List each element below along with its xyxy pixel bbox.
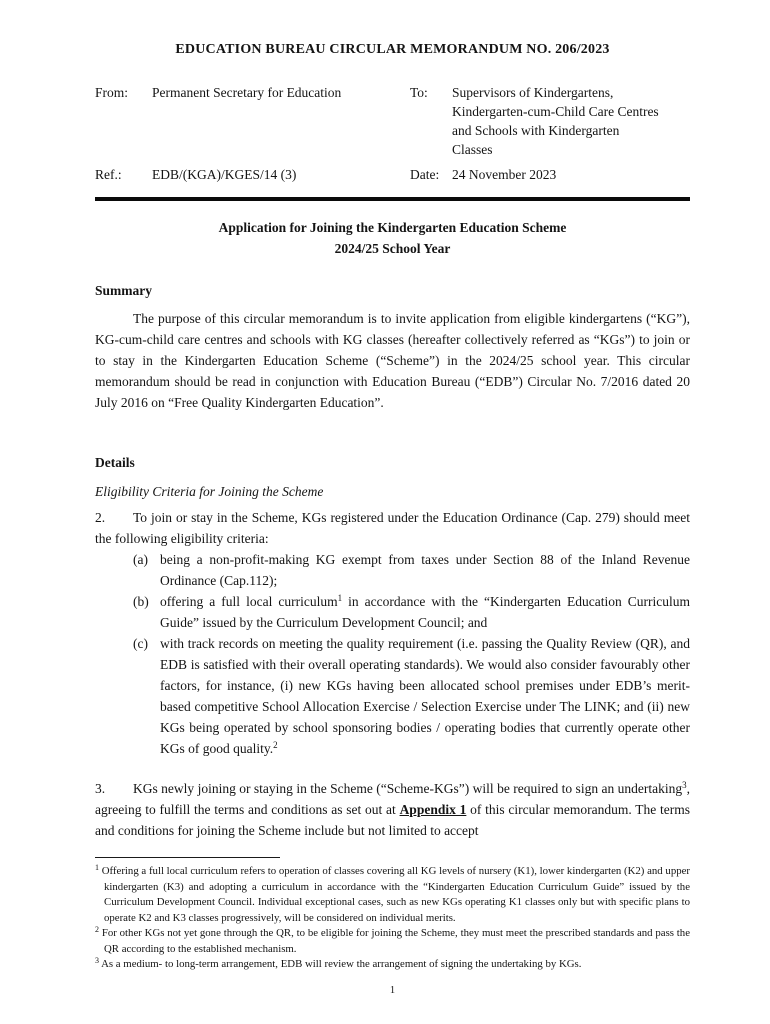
clause-a-text: being a non-profit-making KG exempt from taxes under Section 88 of the Inland Revenue Ordinance (Cap.112);	[160, 552, 690, 588]
date-label: Date:	[410, 167, 440, 182]
to-value-line: Supervisors of Kindergartens,	[452, 85, 614, 100]
footnote-3	[95, 957, 690, 973]
subject-title	[95, 217, 690, 259]
to-label: To:	[410, 85, 428, 100]
clause-b-text-cont: in accordance with the “Kindergarten Education Curriculum Guide” issued by the Curriculum Development Council; and	[160, 594, 690, 630]
clause-c	[133, 633, 690, 759]
footnote-1-text: Offering a full local curriculum refers to operation of classes covering all KG levels of nursery (K1), lower kindergarten (K2) and upper kindergarten (K3) and adopting a curriculum in accordance with the “Kindergarten Education Curriculum Guide” issued by the Curriculum Development Council. Individual exceptional cases, such as new KGs operating K1 classes only but with specific plans to operate K2 and K3 classes progressively, will be considered on individual merits.	[101, 865, 691, 924]
eligibility-subheading: Eligibility Criteria for Joining the Scheme	[95, 484, 324, 499]
memo-header	[95, 83, 690, 184]
from-value: Permanent Secretary for Education	[152, 85, 342, 100]
paragraph-2-number: 2.	[95, 510, 106, 525]
paragraph-3-text: KGs newly joining or staying in the Scheme (“Scheme-KGs”) will be required to sign an undertaking	[133, 781, 683, 796]
footnotes-block	[95, 864, 690, 973]
footnote-3-marker: 3	[95, 956, 99, 965]
paragraph-3-text-cont: , agreeing to fulfill the terms and conditions as set out at	[95, 781, 690, 817]
footnote-2	[95, 926, 690, 957]
clause-a-marker: (a)	[133, 552, 148, 567]
footnote-1-marker: 1	[95, 863, 99, 872]
footnote-1	[95, 864, 690, 926]
paragraph-2-text: To join or stay in the Scheme, KGs registered under the Education Ordinance (Cap. 279) should meet the following eligibility criteria:	[95, 510, 690, 546]
header-divider-rule	[95, 197, 690, 201]
subject-line-1: Application for Joining the Kindergarten Education Scheme	[218, 220, 567, 235]
footnote-ref-3: 3	[682, 780, 687, 790]
to-value-line: and Schools with Kindergarten	[452, 123, 620, 138]
clause-c-marker: (c)	[133, 636, 148, 651]
to-value-line: Kindergarten-cum-Child Care Centres	[452, 104, 659, 119]
footnote-3-text: As a medium- to long-term arrangement, EDB will review the arrangement of signing the undertaking by KGs.	[101, 958, 582, 970]
footnote-separator	[95, 857, 280, 858]
paragraph-2	[95, 507, 690, 549]
summary-heading: Summary	[95, 283, 152, 298]
ref-value: EDB/(KGA)/KGES/14 (3)	[152, 167, 297, 182]
clause-b-marker: (b)	[133, 594, 149, 609]
date-value: 24 November 2023	[452, 167, 557, 182]
paragraph-3-text-end: of this circular memorandum. The terms and conditions for joining the Scheme include but not limited to accept	[95, 802, 690, 838]
clause-b-text: offering a full local curriculum	[160, 594, 338, 609]
details-heading: Details	[95, 455, 135, 470]
appendix-1-reference: Appendix 1	[399, 802, 467, 817]
paragraph-3	[95, 778, 690, 841]
clause-c-text: with track records on meeting the quality requirement (i.e. passing the Quality Review (QR), and EDB is satisfied with their overall operating standards). We would also consider favourably other factors, for instance, (i) new KGs having been allocated school premises under EDB’s merit-based competitive School Allocation Exercise / Selection Exercise under The LINK; and (ii) new KGs being operated by school sponsoring bodies / operating bodies that currently operate other KGs of good quality.	[160, 636, 690, 756]
to-value-line: Classes	[452, 142, 493, 157]
ref-label: Ref.:	[95, 167, 122, 182]
clause-a	[133, 549, 690, 591]
document-title: EDUCATION BUREAU CIRCULAR MEMORANDUM NO. 206/2023	[175, 42, 610, 57]
paragraph-3-number: 3.	[95, 781, 106, 796]
footnote-ref-1: 1	[337, 593, 343, 603]
footnote-ref-2: 2	[273, 740, 278, 750]
page-number: 1	[389, 985, 396, 996]
summary-paragraph: The purpose of this circular memorandum is to invite application from eligible kindergartens (“KG”), KG-cum-child care centres and schools with KG classes (hereafter collectively referred as “KGs”) to join or to stay in the Kindergarten Education Scheme (“Scheme”) in the 2024/25 school year. This circular memorandum should be read in conjunction with Education Bureau (“EDB”) Circular No. 7/2016 dated 20 July 2016 on “Free Quality Kindergarten Education”.	[95, 311, 690, 410]
footnote-2-text: For other KGs not yet gone through the QR, to be eligible for joining the Scheme, they must meet the prescribed standards and pass the QR according to the established mechanism.	[101, 927, 690, 955]
clause-b	[133, 591, 690, 633]
to-value	[452, 83, 690, 159]
footnote-2-marker: 2	[95, 925, 99, 934]
from-label: From:	[95, 85, 129, 100]
subject-line-2: 2024/25 School Year	[334, 241, 451, 256]
